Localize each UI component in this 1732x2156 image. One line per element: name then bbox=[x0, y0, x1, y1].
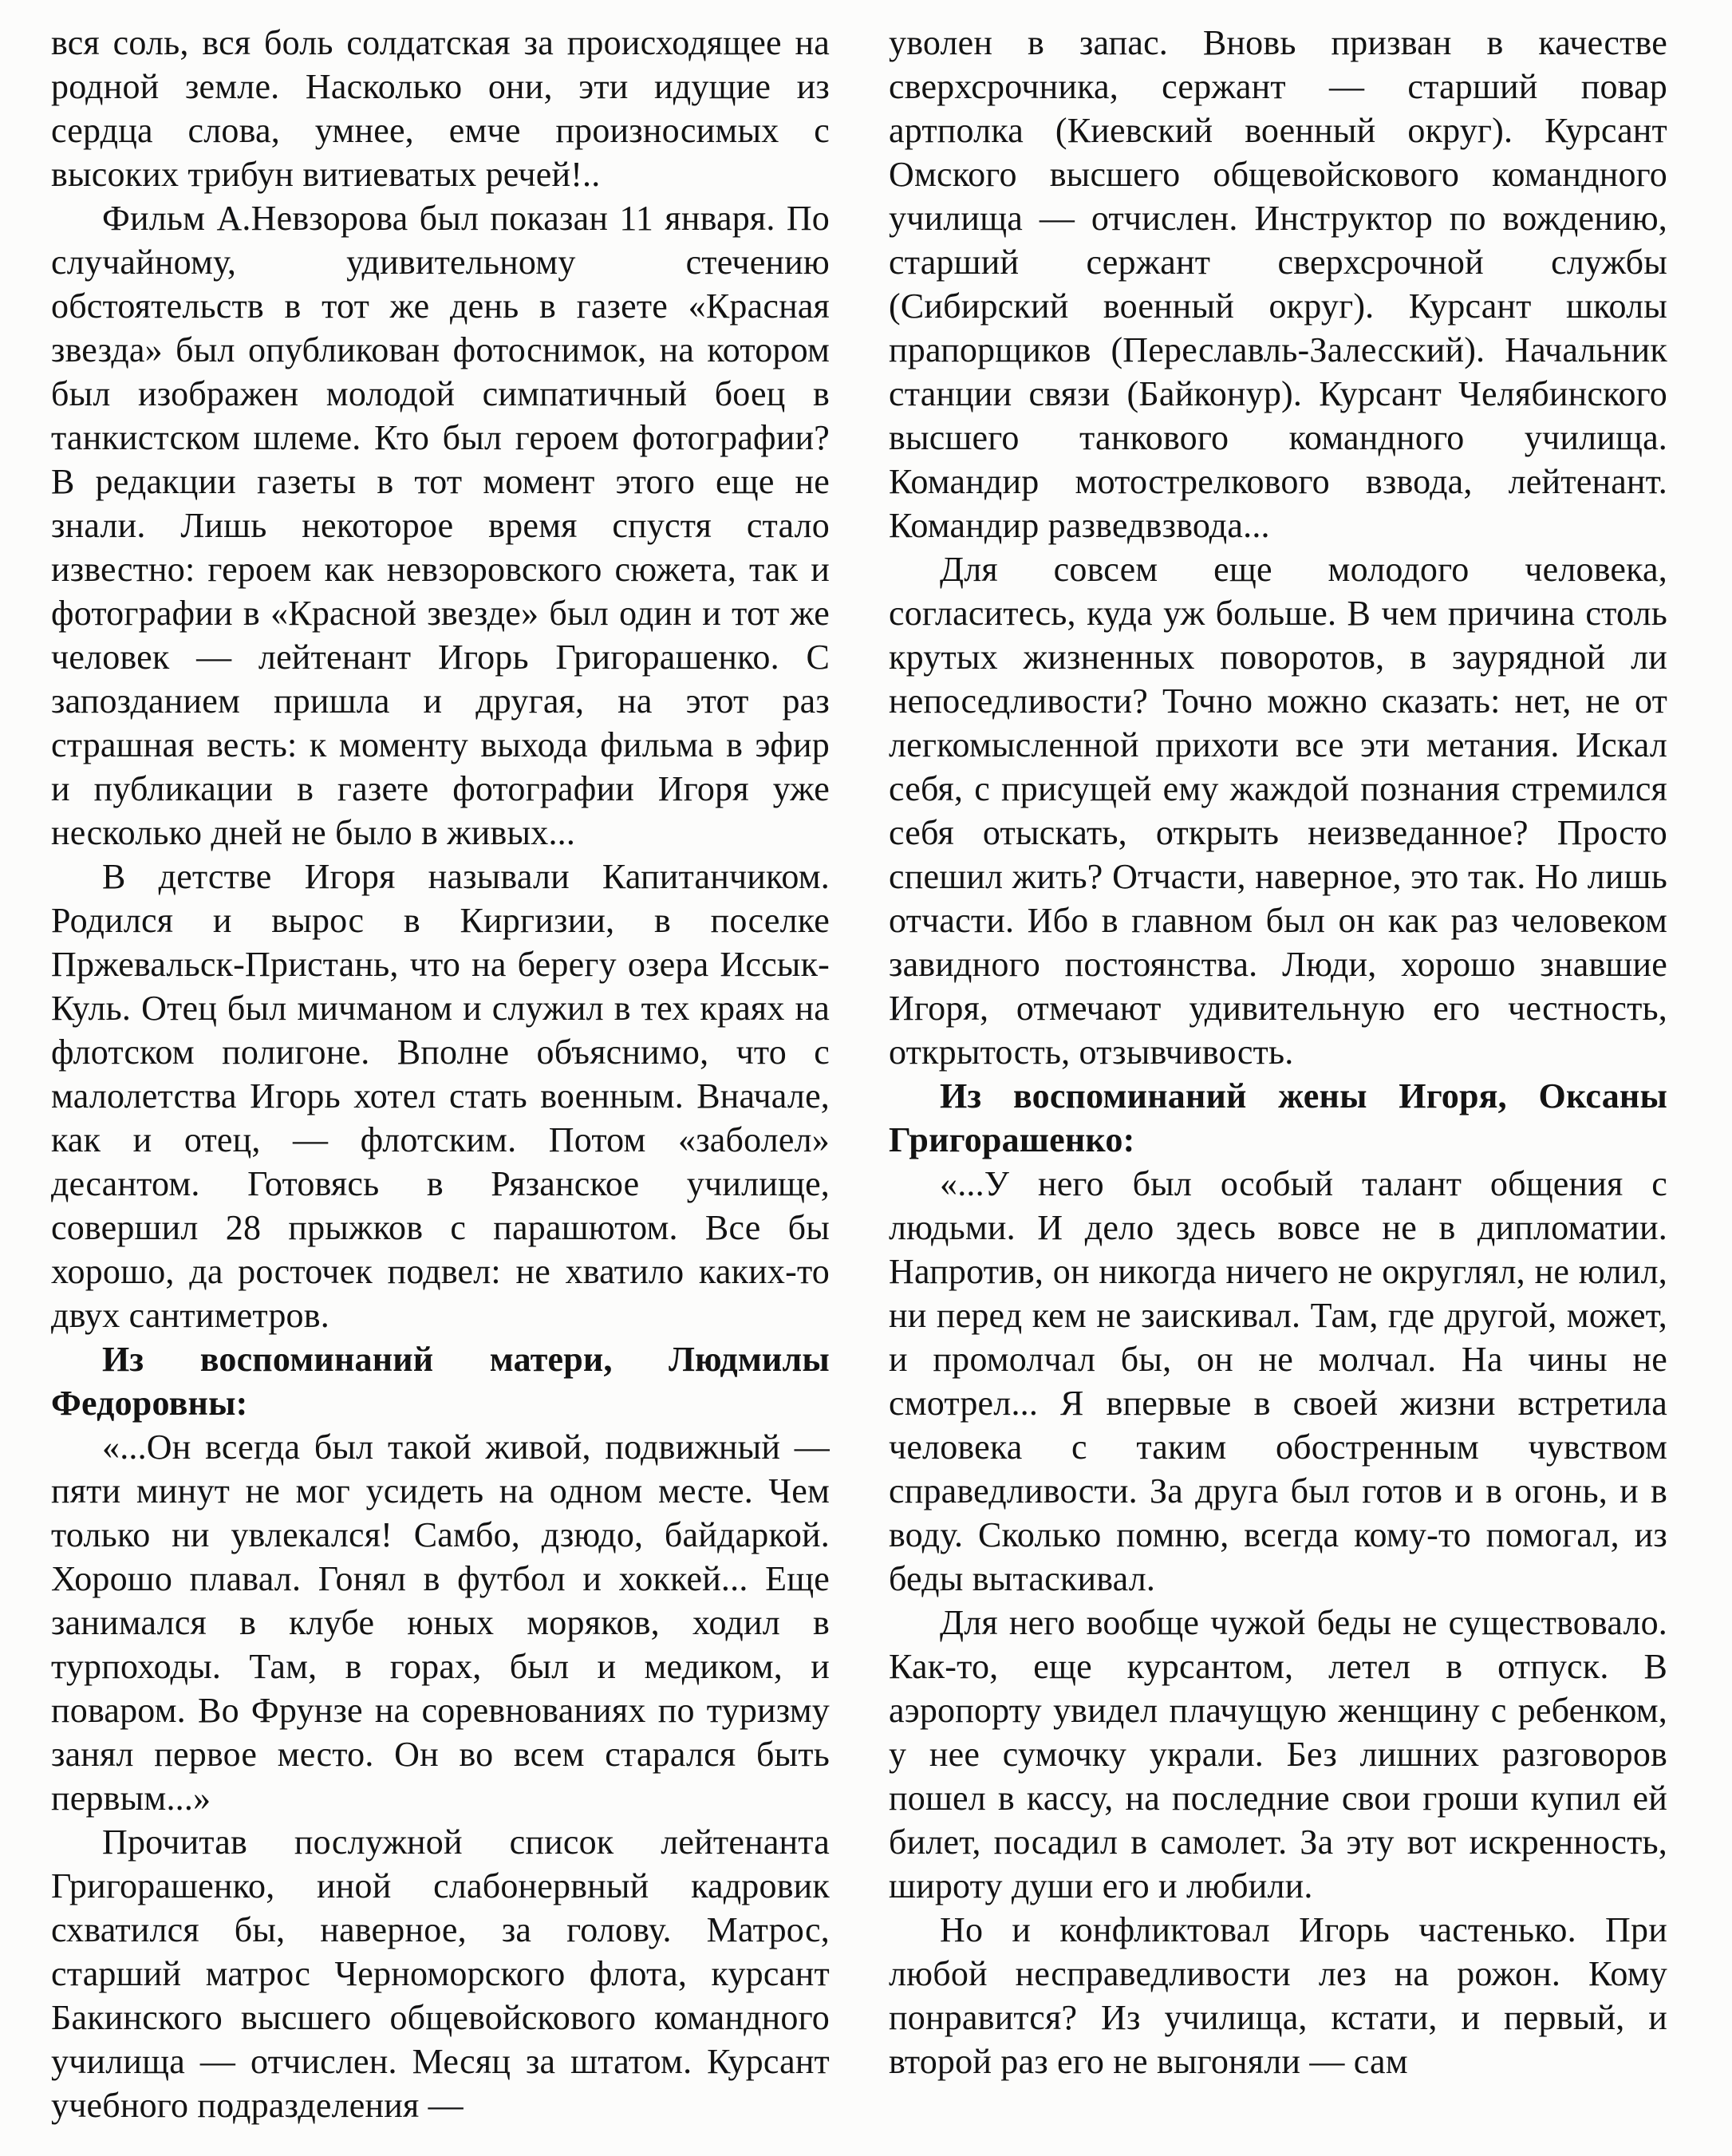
paragraph-quote: «...У него был особый талант общения с людьми. И дело здесь вовсе не в дипломатии. Напротив, он никогда ничего не округлял, не юлил, ни перед кем не заискивал. Там, где другой, может, и промолчал бы, он не молчал. На чины не смотрел... Я впервые в своей жизни встретила человека с таким обостренным чувством справедливости. За друга был готов и в огонь, и в воду. Сколько помню, всегда кому-то помогал, из беды вытаскивал. bbox=[889, 1164, 1667, 1598]
paragraph: Прочитав послужной список лейтенанта Григорашенко, иной слабонервный кадровик схватился бы, наверное, за голову. Матрос, старший матрос Черноморского флота, курсант Бакинского высшего общевойскового командного училища — отчислен. Месяц за штатом. Курсант учебного подразделения — bbox=[51, 1822, 830, 2125]
paragraph: Для совсем еще молодого человека, согласитесь, куда уж больше. В чем причина столь крутых жизненных поворотов, в заурядной ли непоседливости? Точно можно сказать: нет, не от легкомысленной прихоти все эти метания. Искал себя, с присущей ему жаждой познания стремился себя отыскать, открыть неизведанное? Просто спешил жить? Отчасти, наверное, это так. Но лишь отчасти. Ибо в главном был он как раз человеком завидного постоянства. Люди, хорошо знавшие Игоря, отмечают удивительную его честность, открытость, отзывчивость. bbox=[889, 550, 1667, 1072]
paragraph-continuation: уволен в запас. Вновь призван в качестве сверхсрочника, сержант — старший повар артполка (Киевский военный округ). Курсант Омского высшего общевойскового командного училища — отчислен. Инструктор по вождению, старший сержант сверхсрочной службы (Сибирский военный округ). Курсант школы прапорщиков (Переславль-Залесский). Начальник станции связи (Байконур). Курсант Челябинского высшего танкового командного училища. Командир мотострелкового взвода, лейтенант. Командир разведвзвода... bbox=[889, 23, 1667, 545]
memories-wife-heading: Из воспоминаний жены Игоря, Оксаны Григорашенко: bbox=[889, 1076, 1667, 1159]
memories-mother-heading: Из воспоминаний матери, Людмилы Федоровны: bbox=[51, 1340, 830, 1423]
left-column bbox=[51, 21, 830, 2148]
right-column bbox=[889, 21, 1667, 2148]
paragraph-continuation: вся соль, вся боль солдатская за происходящее на родной земле. Насколько они, эти идущие из сердца слова, умнее, емче произносимых с высоких трибун витиеватых речей!.. bbox=[51, 23, 830, 194]
paragraph-quote: «...Он всегда был такой живой, подвижный — пяти минут не мог усидеть на одном месте. Чем только ни увлекался! Самбо, дзюдо, байдаркой. Хорошо плавал. Гонял в футбол и хоккей... Еще занимался в клубе юных моряков, ходил в турпоходы. Там, в горах, был и медиком, и поваром. Во Фрунзе на соревнованиях по туризму занял первое место. Он во всем старался быть первым...» bbox=[51, 1427, 830, 1818]
paragraph: В детстве Игоря называли Капитанчиком. Родился и вырос в Киргизии, в поселке Пржевальск-Пристань, что на берегу озера Иссык-Куль. Отец был мичманом и служил в тех краях на флотском полигоне. Вполне объяснимо, что с малолетства Игорь хотел стать военным. Вначале, как и отец, — флотским. Потом «заболел» десантом. Готовясь в Рязанское училище, совершил 28 прыжков с парашютом. Все бы хорошо, да росточек подвел: не хватило каких-то двух сантиметров. bbox=[51, 857, 830, 1335]
paragraph: Но и конфликтовал Игорь частенько. При любой несправедливости лез на рожон. Кому понравится? Из училища, кстати, и первый, и второй раз его не выгоняли — сам bbox=[889, 1910, 1667, 2081]
paragraph: Для него вообще чужой беды не существовало. Как-то, еще курсантом, летел в отпуск. В аэропорту увидел плачущую женщину с ребенком, у нее сумочку украли. Без лишних разговоров пошел в кассу, на последние свои гроши купил ей билет, посадил в самолет. За эту вот искренность, широту души его и любили. bbox=[889, 1603, 1667, 1905]
paragraph: Фильм А.Невзорова был показан 11 января. По случайному, удивительному стечению обстоятельств в тот же день в газете «Красная звезда» был опубликован фотоснимок, на котором был изображен молодой симпатичный боец в танкистском шлеме. Кто был героем фотографии? В редакции газеты в тот момент этого еще не знали. Лишь некоторое время спустя стало известно: героем как невзоровского сюжета, так и фотографии в «Красной звезде» был один и тот же человек — лейтенант Игорь Григорашенко. С запозданием пришла и другая, на этот раз страшная весть: к моменту выхода фильма в эфир и публикации в газете фотографии Игоря уже несколько дней не было в живых... bbox=[51, 199, 830, 852]
